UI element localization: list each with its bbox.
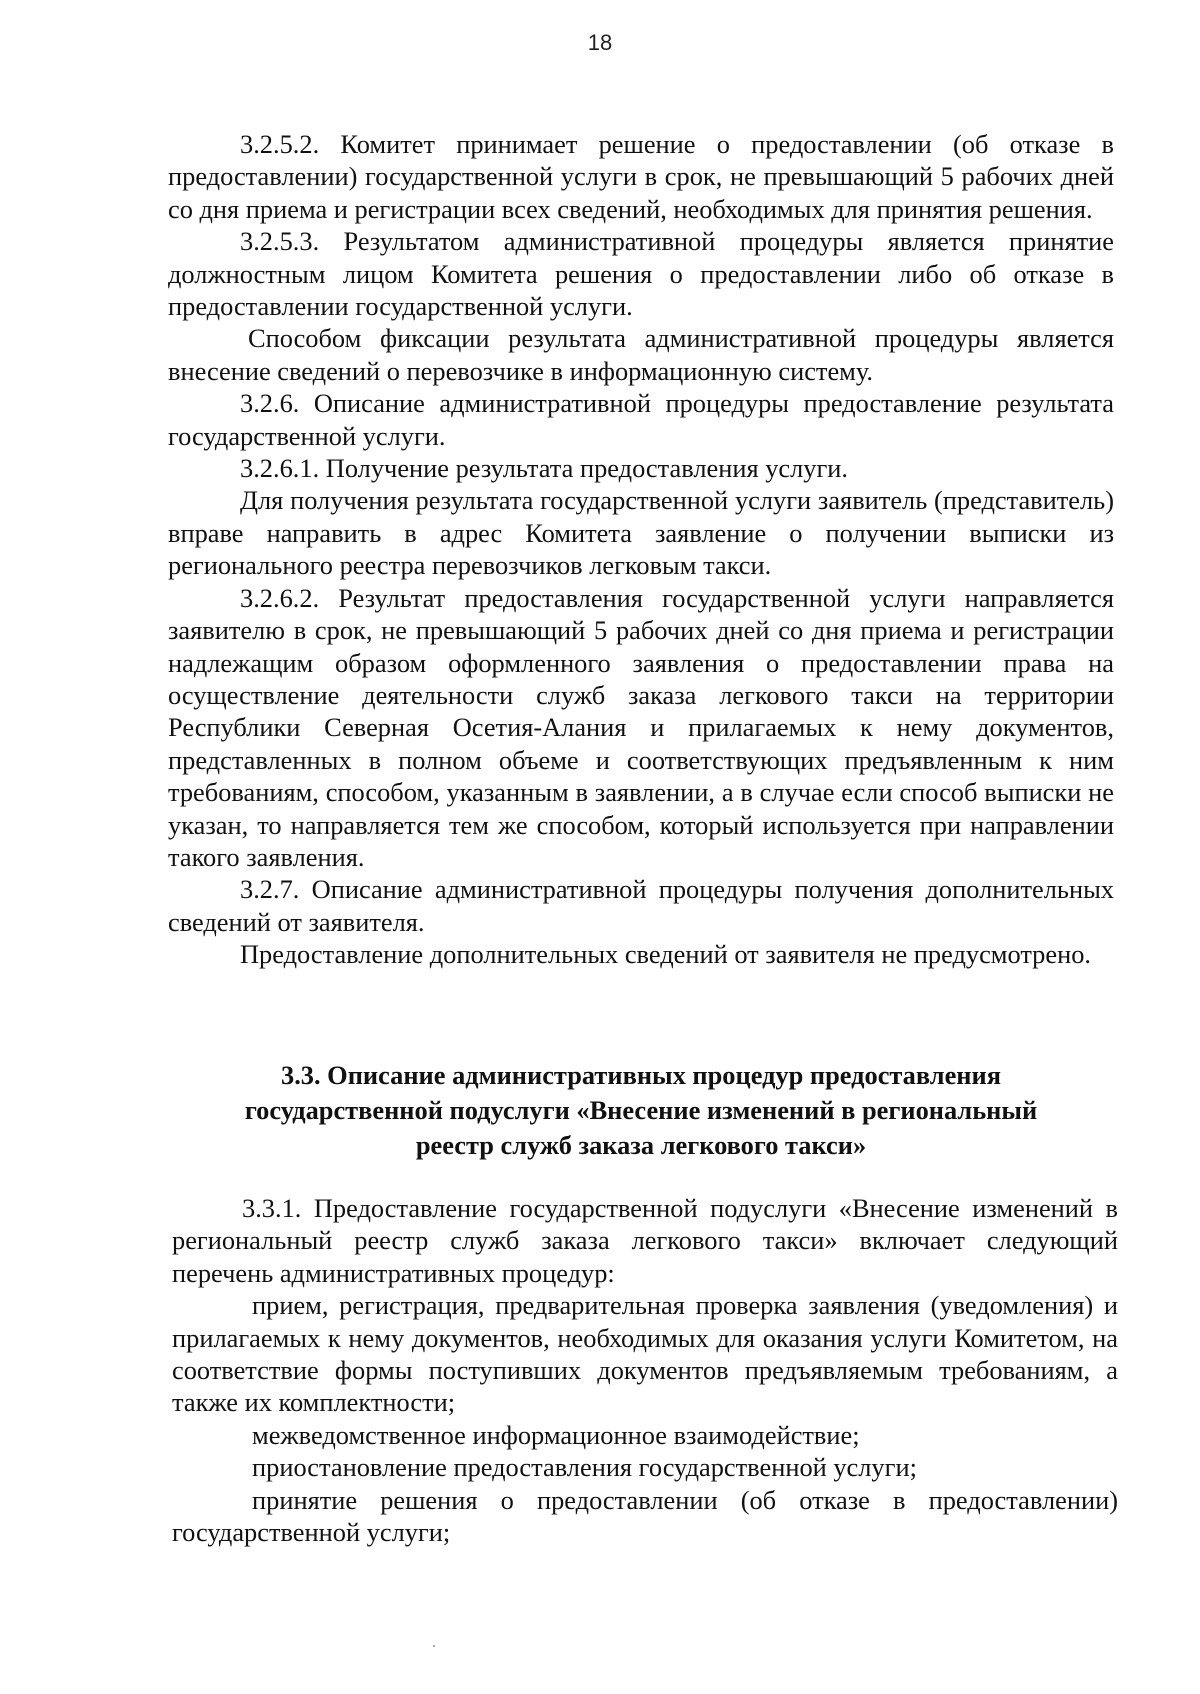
heading-line-3: реестр служб заказа легкового такси» [415, 1130, 867, 1160]
paragraph-3-3-1: 3.3.1. Предоставление государственной подуслуги «Внесение изменений в региональный реестр служб заказа легкового такси» включает следующий перечень административных процедур: [172, 1193, 1118, 1288]
list-item-decision: принятие решения о предоставлении (об отказе в предоставлении) государственной услуги; [172, 1484, 1118, 1548]
paragraph-3-2-5-3: 3.2.5.3. Результатом административной процедуры является принятие должностным лицом Комитета решения о предоставлении либо об отказе в предоставлении государственной услуги. [168, 226, 1114, 322]
paragraph-3-2-7: 3.2.7. Описание административной процедуры получения дополнительных сведений от заявителя. [168, 874, 1114, 937]
section-3-3-heading [168, 1058, 1114, 1163]
scan-speck [433, 1645, 435, 1647]
heading-line-2: государственной подуслуги «Внесение изменений в региональный [244, 1095, 1038, 1125]
list-item-reception: прием, регистрация, предварительная проверка заявления (уведомления) и прилагаемых к нему документов, необходимых для оказания услуги Комитетом, на соответствие формы поступивших документов предъявляемым требованиям, а также их комплектности; [172, 1290, 1118, 1418]
page-number: 18 [587, 30, 613, 55]
section-3-2-text [168, 128, 1114, 971]
paragraph-fixation-method: Способом фиксации результата административной процедуры является внесение сведений о перевозчике в информационную систему. [168, 323, 1114, 386]
list-item-interagency: межведомственное информационное взаимодействие; [252, 1419, 860, 1450]
section-3-3-text [172, 1192, 1118, 1548]
paragraph-3-2-6-2: 3.2.6.2. Результат предоставления государственной услуги направляется заявителю в срок, не превышающий 5 рабочих дней со дня приема и регистрации надлежащим образом оформленного заявления о предоставлении права на осуществление деятельности служб заказа легкового такси на территории Республики Северная Осетия-Алания и прилагаемых к нему документов, представленных в полном объеме и соответствующих предъявленным к ним требованиям, способом, указанным в заявлении, а в случае если способ выписки не указан, то направляется тем же способом, который используется при направлении такого заявления. [168, 582, 1114, 872]
paragraph-3-2-6-1: 3.2.6.1. Получение результата предоставления услуги. [240, 453, 849, 484]
list-item-suspension: приостановление предоставления государственной услуги; [252, 1452, 917, 1483]
paragraph-3-2-5-2: 3.2.5.2. Комитет принимает решение о предоставлении (об отказе в предоставлении) государственной услуги в срок, не превышающий 5 рабочих дней со дня приема и регистрации всех сведений, необходимых для принятия решения. [168, 129, 1114, 224]
paragraph-result-request: Для получения результата государственной услуги заявитель (представитель) вправе направить в адрес Комитета заявление о получении выписки из регионального реестра перевозчиков легковым такси. [168, 485, 1114, 581]
paragraph-additional-info: Предоставление дополнительных сведений от заявителя не предусмотрено. [240, 939, 1092, 970]
heading-line-1: 3.3. Описание административных процедур предоставления [281, 1060, 1001, 1090]
paragraph-3-2-6: 3.2.6. Описание административной процедуры предоставление результата государственной услуги. [168, 388, 1114, 451]
